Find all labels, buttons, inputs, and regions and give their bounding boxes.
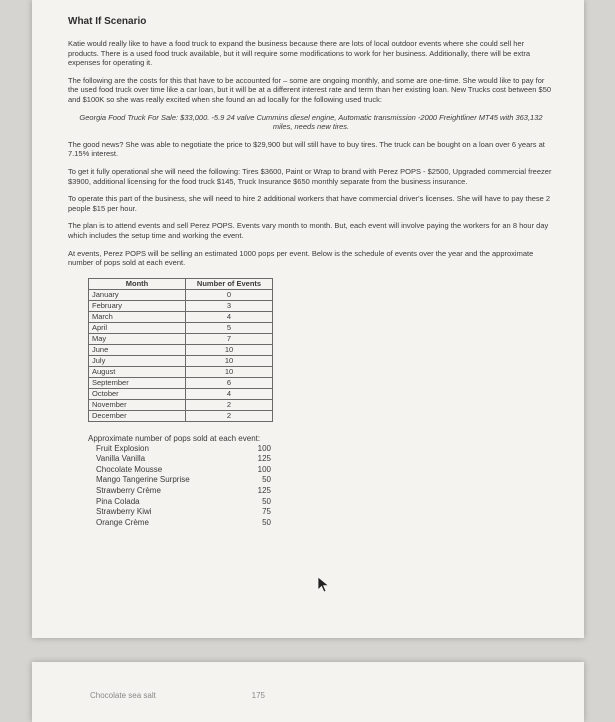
month-cell: July	[89, 355, 186, 366]
month-cell: May	[89, 333, 186, 344]
pops-estimate-paragraph: At events, Perez POPS will be selling an estimated 1000 pops per event. Below is the schedule of events over the year and the approximate number of pops sold at each event.	[68, 248, 534, 268]
pops-sold-heading: Approximate number of pops sold at each event:	[88, 433, 261, 443]
table-row	[89, 388, 273, 399]
events-cell: 7	[186, 333, 273, 344]
flavor-count: 125	[257, 454, 271, 464]
list-item	[88, 454, 554, 465]
list-item	[90, 691, 265, 700]
negotiation-paragraph: The good news? She was able to negotiate the price to $29,900 but will still have to buy tires. The truck can be bought on a loan over 6 years at 7.15% interest.	[68, 139, 545, 159]
flavor-name: Orange Crème	[96, 517, 149, 527]
month-cell: April	[89, 322, 186, 333]
list-item	[88, 465, 554, 476]
month-cell: November	[89, 399, 186, 410]
operational-costs-paragraph: To get it fully operational she will need the following: Tires $3600, Paint or Wrap to brand with Perez POPS - $2500, Upgraded commercial freezer $3900, additional licensing for the food truck $145, Truck Insurance $650 monthly separate from the business insurance.	[68, 166, 552, 186]
month-cell: December	[89, 410, 186, 421]
flavor-count: 50	[262, 496, 271, 506]
flavor-name: Pina Colada	[96, 496, 140, 506]
table-header-row	[89, 278, 273, 289]
flavor-name: Mango Tangerine Surprise	[96, 475, 190, 485]
month-cell: January	[89, 289, 186, 300]
mouse-pointer-icon	[317, 576, 331, 594]
flavor-name: Chocolate sea salt	[90, 691, 156, 700]
list-item	[88, 486, 554, 497]
list-item	[88, 475, 554, 486]
table-row	[89, 300, 273, 311]
events-cell: 2	[186, 410, 273, 421]
intro-paragraph: Katie would really like to have a food truck to expand the business because there are lots of local outdoor events where she could sell her products. There is a used food truck available, but it will require some modifications to work for her business. Additionally, there will be extra expenses for operating it.	[68, 39, 531, 68]
month-cell: October	[89, 388, 186, 399]
list-item	[88, 444, 554, 455]
flavor-count: 75	[262, 507, 271, 517]
flavor-name: Strawberry Kiwi	[96, 507, 152, 517]
list-item	[88, 497, 554, 508]
table-row	[89, 344, 273, 355]
table-row	[89, 322, 273, 333]
flavor-count: 50	[262, 517, 271, 527]
table-row	[89, 399, 273, 410]
events-table	[88, 278, 273, 422]
list-item	[88, 518, 554, 529]
flavor-name: Strawberry Crème	[96, 486, 161, 496]
table-row	[89, 333, 273, 344]
table-row	[89, 366, 273, 377]
month-cell: June	[89, 344, 186, 355]
month-cell: September	[89, 377, 186, 388]
header-number-of-events: Number of Events	[186, 278, 273, 289]
header-month: Month	[89, 278, 186, 289]
document-title: What If Scenario	[68, 16, 147, 27]
month-cell: March	[89, 311, 186, 322]
document-page	[32, 0, 584, 638]
flavor-count: 100	[257, 464, 271, 474]
events-cell: 10	[186, 344, 273, 355]
events-cell: 0	[186, 289, 273, 300]
table-row	[89, 289, 273, 300]
table-row	[89, 410, 273, 421]
list-item	[88, 507, 554, 518]
events-cell: 2	[186, 399, 273, 410]
events-cell: 5	[186, 322, 273, 333]
table-row	[89, 377, 273, 388]
table-row	[89, 355, 273, 366]
month-cell: August	[89, 366, 186, 377]
table-row	[89, 311, 273, 322]
flavor-count: 175	[251, 691, 265, 700]
flavor-name: Vanilla Vanilla	[96, 454, 146, 464]
events-cell: 10	[186, 366, 273, 377]
events-cell: 6	[186, 377, 273, 388]
events-plan-paragraph: The plan is to attend events and sell Perez POPS. Events vary month to month. But, each event will involve paying the workers for an 8 hour day which includes the setup time and working the event.	[68, 221, 549, 240]
events-cell: 4	[186, 311, 273, 322]
flavor-name: Chocolate Mousse	[96, 464, 163, 474]
month-cell: February	[89, 300, 186, 311]
events-cell: 10	[186, 355, 273, 366]
events-cell: 4	[186, 388, 273, 399]
truck-listing: Georgia Food Truck For Sale: $33,000. -5.9 24 valve Cummins diesel engine, Automatic transmission -2000 Freightliner MT45 with 363,132 miles, needs new tires.	[79, 112, 543, 132]
flavor-count: 125	[257, 486, 271, 496]
flavor-count: 100	[257, 443, 271, 453]
document-body	[68, 16, 554, 528]
pops-sold-list	[88, 433, 554, 529]
costs-paragraph: The following are the costs for this that have to be accounted for – some are ongoing monthly, and some are one-time. She would like to pay for the used food truck over time like a car loan, but it will be at a different interest rate and term than her existing loan. New Trucks cost between $50 and $100K so she was really excited when she found an ad locally for the following used truck:	[68, 75, 552, 104]
events-cell: 3	[186, 300, 273, 311]
workers-paragraph: To operate this part of the business, she will need to hire 2 additional workers that have commercial driver's licenses. She will have to pay these 2 people $15 per hour.	[68, 194, 551, 213]
flavor-count: 50	[262, 475, 271, 485]
flavor-name: Fruit Explosion	[96, 443, 149, 453]
next-page	[32, 662, 584, 722]
